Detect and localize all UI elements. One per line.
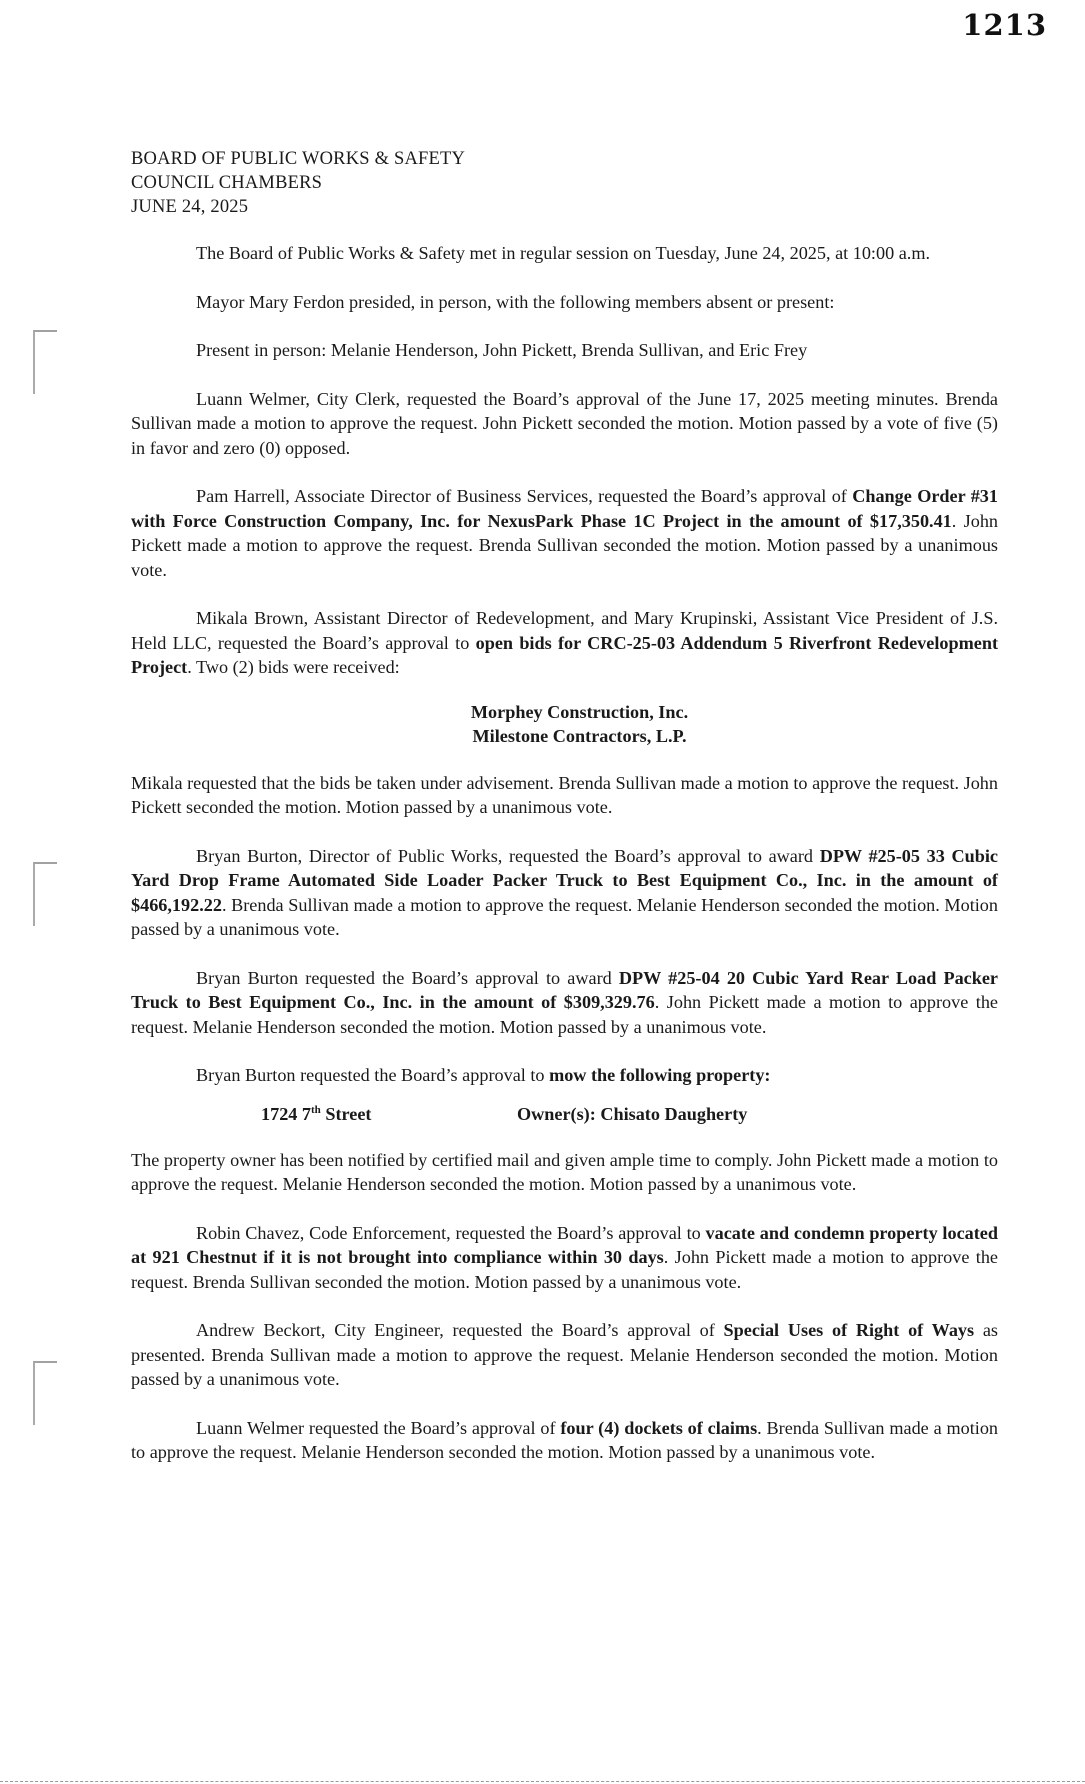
motion-subject: DPW #25-05 33 Cubic Yard Drop Frame Automated Side Loader Packer Truck to Best Equipment Co., Inc. in the amount of $466,192.22 <box>131 845 998 915</box>
page-number: 1213 <box>962 8 1047 42</box>
header-location: COUNCIL CHAMBERS <box>131 173 323 193</box>
bidder-item: Milestone Contractors, L.P. <box>472 726 687 746</box>
binding-mark-bottom <box>33 1361 57 1425</box>
header-board-name: BOARD OF PUBLIC WORKS & SAFETY <box>131 149 466 169</box>
paragraph-text: . John Pickett made a motion to approve the request. Brenda Sullivan seconded the motion. Motion passed by a unanimous vote. <box>131 510 999 580</box>
paragraph-text: . Brenda Sullivan made a motion to approve the request. Melanie Henderson seconded the motion. Motion passed by a unanimous vote. <box>131 1417 999 1462</box>
paragraph-text: Andrew Beckort, City Engineer, requested the Board’s approval of <box>196 1320 724 1340</box>
claims-paragraph <box>131 1416 998 1465</box>
paragraph-text: Bryan Burton, Director of Public Works, requested the Board’s approval to award <box>196 845 820 866</box>
change-order-paragraph <box>131 484 998 582</box>
bidder-item: Morphey Construction, Inc. <box>470 701 689 722</box>
binding-mark-top <box>33 330 57 394</box>
paragraph-text: . Two (2) bids were received: <box>187 657 400 677</box>
award-rear-load-paragraph <box>131 966 998 1040</box>
header-date: JUNE 24, 2025 <box>131 197 249 217</box>
paragraph-text: Mikala Brown, Assistant Director of Redevelopment, and Mary Krupinski, Assistant Vice President of J.S. Held LLC, requested the Board’s approval to <box>131 608 998 653</box>
motion-subject: four (4) dockets of claims <box>560 1417 758 1438</box>
session-paragraph: The Board of Public Works & Safety met in regular session on Tuesday, June 24, 2025, at 10:00 a.m. <box>196 243 931 263</box>
bidder-list <box>131 700 998 749</box>
property-row <box>131 1102 998 1126</box>
motion-subject: mow the following property: <box>549 1065 771 1085</box>
page-bottom-edge <box>0 1781 1085 1782</box>
paragraph-text: . Brenda Sullivan made a motion to approve the request. Melanie Henderson seconded the motion. Motion passed by a unanimous vote. <box>131 894 998 939</box>
paragraph-text: Pam Harrell, Associate Director of Business Services, requested the Board’s approval of <box>196 486 853 506</box>
award-side-loader-paragraph <box>131 844 998 942</box>
paragraph-text: Bryan Burton requested the Board’s approval to <box>196 1065 550 1085</box>
advisement-paragraph: Mikala requested that the bids be taken under advisement. Brenda Sullivan made a motion to approve the request. John Pickett seconded the motion. Motion passed by a unanimous vote. <box>131 772 998 817</box>
paragraph-text: Bryan Burton requested the Board’s approval to award <box>196 967 619 988</box>
motion-subject: DPW #25-04 20 Cubic Yard Rear Load Packer Truck to Best Equipment Co., Inc. in the amount of $309,329.76 <box>131 967 998 1012</box>
presiding-paragraph: Mayor Mary Ferdon presided, in person, with the following members absent or present: <box>196 291 835 312</box>
minutes-approval-paragraph: Luann Welmer, City Clerk, requested the Board’s approval of the June 17, 2025 meeting minutes. Brenda Sullivan made a motion to approve the request. John Pickett seconded the motion. Motion passed by a vote of five (5) in favor and zero (0) opposed. <box>131 388 998 458</box>
property-owner: Owner(s): Chisato Daugherty <box>517 1103 748 1124</box>
motion-subject: Change Order #31 with Force Construction Company, Inc. for NexusPark Phase 1C Project in the amount of $17,350.41 <box>131 486 998 531</box>
mow-request-paragraph <box>131 1063 998 1088</box>
paragraph-text: as presented. Brenda Sullivan made a motion to approve the request. Melanie Henderson seconded the motion. Motion passed by a unanimous vote. <box>131 1320 999 1389</box>
motion-subject: vacate and condemn property located at 921 Chestnut if it is not brought into compliance within 30 days <box>131 1222 998 1267</box>
motion-subject: open bids for CRC-25-03 Addendum 5 Riverfront Redevelopment Project <box>131 632 998 677</box>
paragraph-text: Luann Welmer requested the Board’s approval of <box>196 1417 561 1438</box>
paragraph-text: . John Pickett made a motion to approve the request. Brenda Sullivan seconded the motion. Motion passed by a unanimous vote. <box>131 1247 998 1292</box>
paragraph-text: Robin Chavez, Code Enforcement, requested the Board’s approval to <box>196 1222 706 1243</box>
motion-subject: Special Uses of Right of Ways <box>723 1320 975 1340</box>
binding-mark-middle <box>33 862 57 926</box>
condemn-paragraph <box>131 1221 998 1295</box>
attendance-paragraph: Present in person: Melanie Henderson, John Pickett, Brenda Sullivan, and Eric Frey <box>196 340 808 360</box>
right-of-way-paragraph <box>131 1318 998 1392</box>
document-header <box>131 147 465 219</box>
paragraph-text: . John Pickett made a motion to approve the request. Melanie Henderson seconded the motion. Motion passed by a unanimous vote. <box>131 992 999 1037</box>
minutes-body <box>131 241 998 1465</box>
property-address: 1724 7th Street <box>261 1103 372 1124</box>
bid-opening-paragraph <box>131 606 998 680</box>
mow-notice-paragraph: The property owner has been notified by certified mail and given ample time to comply. John Pickett made a motion to approve the request. Melanie Henderson seconded the motion. Motion passed by a unanimous vote. <box>131 1149 998 1194</box>
